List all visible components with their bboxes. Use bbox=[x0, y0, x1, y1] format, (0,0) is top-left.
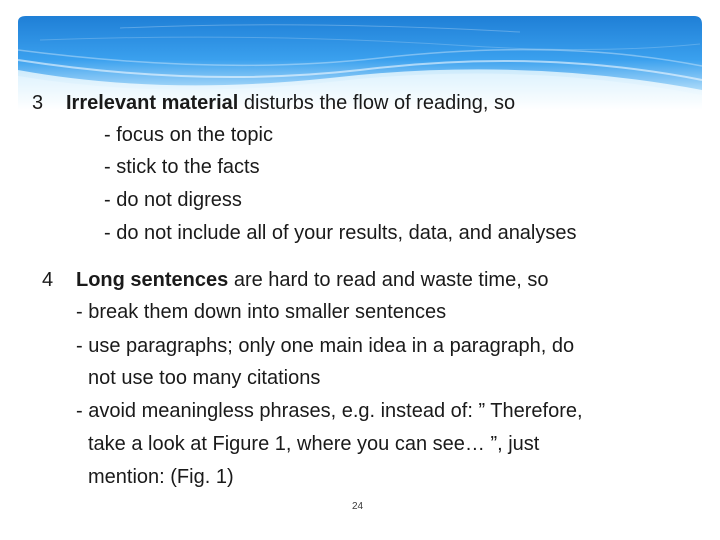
item-4-line: not use too many citations bbox=[88, 367, 321, 389]
item-3-bullet: - stick to the facts bbox=[104, 156, 260, 178]
item-4-line: mention: (Fig. 1) bbox=[88, 466, 234, 488]
item-3-heading bbox=[32, 87, 515, 119]
item-3-number: 3 bbox=[32, 92, 44, 114]
item-3-bold-lead: Irrelevant material bbox=[66, 92, 239, 114]
item-4-number: 4 bbox=[42, 269, 54, 291]
item-4-lead-rest: are hard to read and waste time, so bbox=[228, 269, 549, 291]
page-number: 24 bbox=[352, 501, 364, 512]
item-4-heading bbox=[42, 264, 548, 296]
item-3-lead-rest: disturbs the flow of reading, so bbox=[238, 92, 516, 114]
item-3-bullet: - focus on the topic bbox=[104, 124, 273, 146]
item-3-bullet: - do not include all of your results, data, and analyses bbox=[104, 222, 577, 244]
item-4-line: - break them down into smaller sentences bbox=[76, 301, 447, 323]
item-3-bullet: - do not digress bbox=[104, 189, 242, 211]
item-4-bold-lead: Long sentences bbox=[76, 269, 229, 291]
item-4-line: - use paragraphs; only one main idea in a paragraph, do bbox=[76, 335, 575, 357]
item-4-line: - avoid meaningless phrases, e.g. instead of: ” Therefore, bbox=[76, 400, 583, 422]
item-4-line: take a look at Figure 1, where you can see… ”, just bbox=[88, 433, 540, 455]
